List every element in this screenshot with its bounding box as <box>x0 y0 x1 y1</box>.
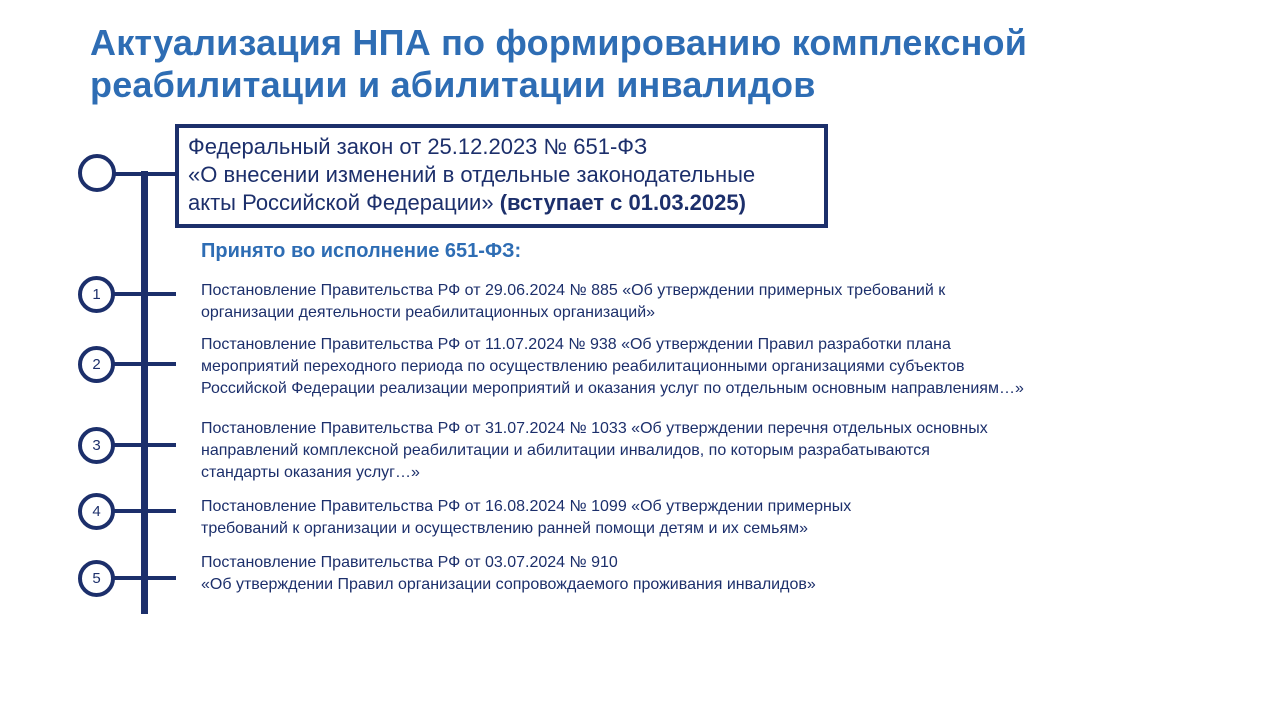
law-effective-date: (вступает с 01.03.2025) <box>499 190 746 215</box>
list-item <box>201 418 1191 484</box>
list-item-line: требований к организации и осуществлению ранней помощи детям и их семьям» <box>201 520 809 537</box>
list-item-line: Постановление Правительства РФ от 03.07.2024 № 910 <box>201 554 618 571</box>
timeline-node-number: 3 <box>92 437 101 454</box>
list-item-line: Постановление Правительства РФ от 11.07.2024 № 938 «Об утверждении Правил разработки плана <box>201 336 951 353</box>
timeline-connector-law <box>114 172 176 176</box>
timeline-node-number: 4 <box>92 503 101 520</box>
page-title-line-2: реабилитации и абилитации инвалидов <box>90 64 816 105</box>
list-item-line: Постановление Правительства РФ от 31.07.2024 № 1033 «Об утверждении перечня отдельных основных <box>201 420 988 437</box>
timeline-node-number: 5 <box>92 570 101 587</box>
timeline-connector-3 <box>114 443 176 447</box>
law-line-2: «О внесении изменений в отдельные законодательные <box>188 162 756 187</box>
timeline-node-4 <box>78 493 115 530</box>
timeline-node-2 <box>78 346 115 383</box>
law-line-3: акты Российской Федерации» <box>188 190 494 215</box>
list-item-line: стандарты оказания услуг…» <box>201 464 420 481</box>
timeline-connector-1 <box>114 292 176 296</box>
timeline-node-5 <box>78 560 115 597</box>
section-subheading: Принято во исполнение 651-ФЗ: <box>201 240 522 262</box>
list-item-line: «Об утверждении Правил организации сопровождаемого проживания инвалидов» <box>201 576 816 593</box>
list-item-line: организации деятельности реабилитационных организаций» <box>201 304 656 321</box>
list-item <box>201 552 1191 596</box>
list-item <box>201 280 1191 324</box>
law-line-3-wrapper <box>188 189 824 217</box>
list-item <box>201 496 1191 540</box>
page-title <box>90 22 1250 106</box>
timeline-connector-5 <box>114 576 176 580</box>
federal-law-box <box>175 124 828 228</box>
law-line-1: Федеральный закон от 25.12.2023 № 651-ФЗ <box>188 134 648 159</box>
timeline-node-1 <box>78 276 115 313</box>
timeline-node-law <box>78 154 116 192</box>
timeline-node-3 <box>78 427 115 464</box>
list-item-line: направлений комплексной реабилитации и абилитации инвалидов, по которым разрабатываются <box>201 442 930 459</box>
list-item-line: Постановление Правительства РФ от 29.06.2024 № 885 «Об утверждении примерных требований к <box>201 282 946 299</box>
list-item-line: мероприятий переходного периода по осуществлению реабилитационными организациями субъектов <box>201 358 965 375</box>
timeline-spine <box>141 171 148 614</box>
timeline-node-number: 1 <box>92 286 101 303</box>
timeline-connector-2 <box>114 362 176 366</box>
list-item <box>201 334 1191 400</box>
list-item-line: Российской Федерации реализации мероприятий и оказания услуг по отдельным основным направлениям…» <box>201 380 1024 397</box>
list-item-line: Постановление Правительства РФ от 16.08.2024 № 1099 «Об утверждении примерных <box>201 498 852 515</box>
page-title-line-1: Актуализация НПА по формированию комплексной <box>90 22 1028 63</box>
timeline-connector-4 <box>114 509 176 513</box>
timeline-node-number: 2 <box>92 356 101 373</box>
